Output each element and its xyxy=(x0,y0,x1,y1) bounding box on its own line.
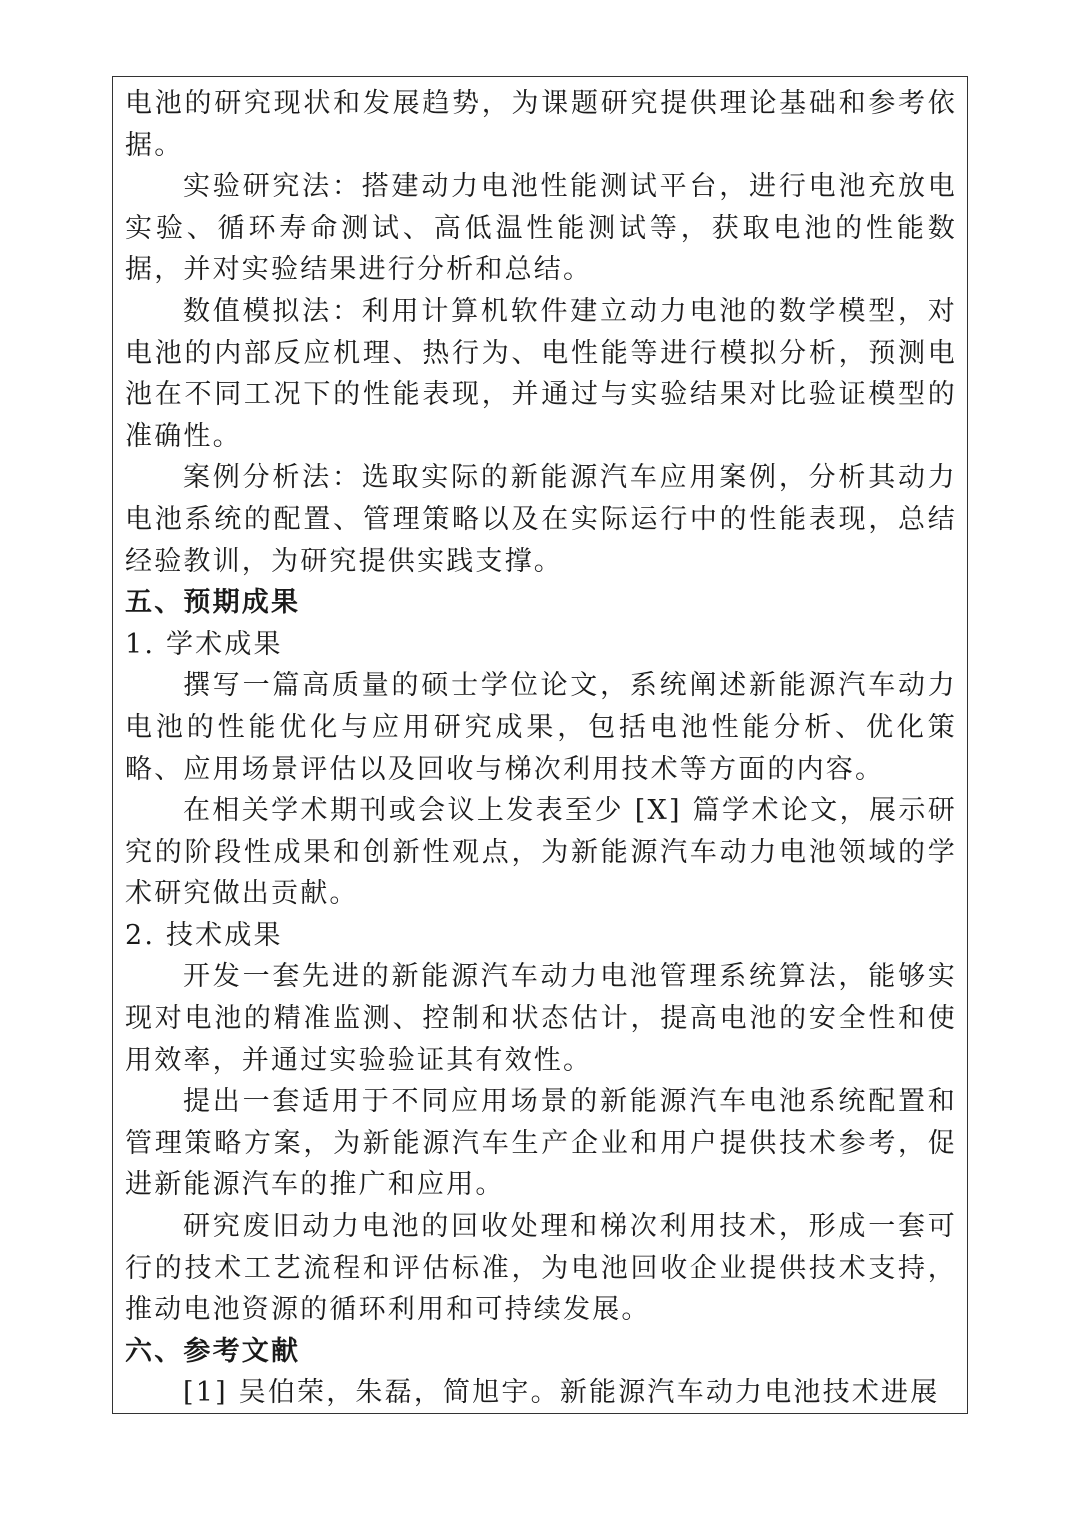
paragraph-recycling: 研究废旧动力电池的回收处理和梯次利用技术，形成一套可行的技术工艺流程和评估标准，为电池回收企业提供技术支持，推动电池资源的循环利用和可持续发展。 xyxy=(125,1211,957,1326)
document-body xyxy=(125,83,957,1414)
paragraph-methods-continuation: 电池的研究现状和发展趋势，为课题研究提供理论基础和参考依据。 xyxy=(125,88,957,161)
section-heading-references: 六、参考文献 xyxy=(125,1335,301,1367)
paragraph-case-analysis: 案例分析法：选取实际的新能源汽车应用案例，分析其动力电池系统的配置、管理策略以及在实际运行中的性能表现，总结经验教训，为研究提供实践支撑。 xyxy=(125,462,957,577)
subheading-academic-results: 1. 学术成果 xyxy=(125,628,283,660)
paragraph-bms-algorithm: 开发一套先进的新能源汽车动力电池管理系统算法，能够实现对电池的精准监测、控制和状态估计，提高电池的安全性和使用效率，并通过实验验证其有效性。 xyxy=(125,961,957,1076)
subheading-technical-results: 2. 技术成果 xyxy=(125,919,283,951)
reference-item: [1] 吴伯荣，朱磊，简旭宇。新能源汽车动力电池技术进展 xyxy=(183,1377,940,1409)
document-table-cell xyxy=(112,76,968,1414)
paragraph-experimental-method: 实验研究法：搭建动力电池性能测试平台，进行电池充放电实验、循环寿命测试、高低温性能测试等，获取电池的性能数据，并对实验结果进行分析和总结。 xyxy=(125,171,957,286)
paragraph-management-strategy: 提出一套适用于不同应用场景的新能源汽车电池系统配置和管理策略方案，为新能源汽车生产企业和用户提供技术参考，促进新能源汽车的推广和应用。 xyxy=(125,1086,957,1201)
section-heading-expected-results: 五、预期成果 xyxy=(125,587,301,619)
paragraph-numerical-simulation: 数值模拟法：利用计算机软件建立动力电池的数学模型，对电池的内部反应机理、热行为、电性能等进行模拟分析，预测电池在不同工况下的性能表现，并通过与实验结果对比验证模型的准确性。 xyxy=(125,295,957,452)
paragraph-publications: 在相关学术期刊或会议上发表至少 [X] 篇学术论文，展示研究的阶段性成果和创新性观点，为新能源汽车动力电池领域的学术研究做出贡献。 xyxy=(125,795,957,910)
paragraph-thesis: 撰写一篇高质量的硕士学位论文，系统阐述新能源汽车动力电池的性能优化与应用研究成果，包括电池性能分析、优化策略、应用场景评估以及回收与梯次利用技术等方面的内容。 xyxy=(125,670,957,785)
